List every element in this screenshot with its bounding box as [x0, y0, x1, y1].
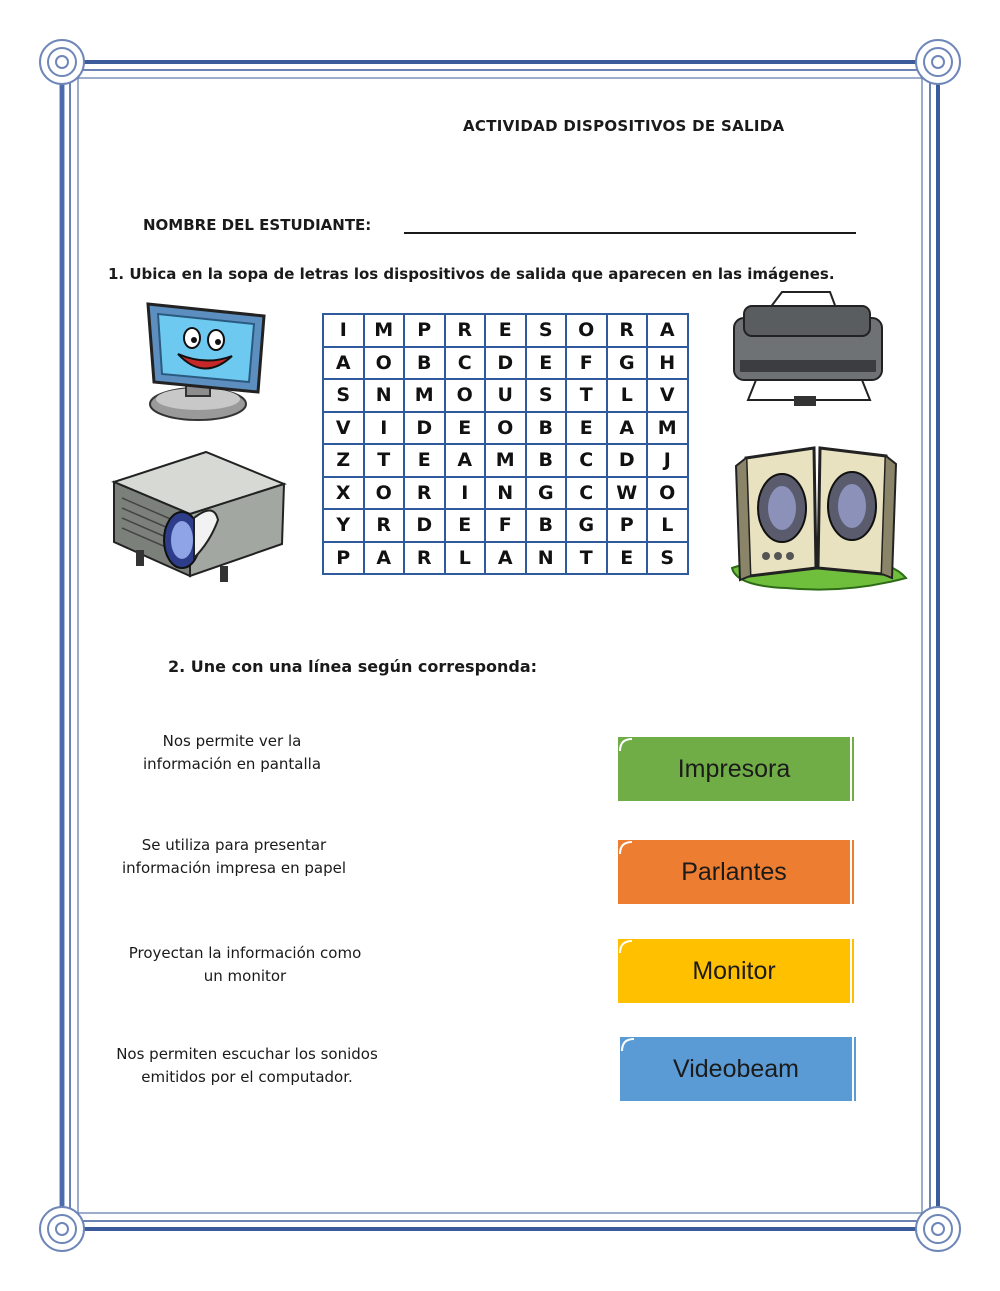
grid-cell[interactable]: M [647, 412, 688, 445]
description-line: Proyectan la información como [128, 944, 362, 962]
grid-cell[interactable]: D [404, 509, 445, 542]
grid-cell[interactable]: D [485, 347, 526, 380]
grid-cell[interactable]: T [566, 379, 607, 412]
question-1: 1. Ubica en la sopa de letras los dispositivos de salida que aparecen en las imágenes. [108, 265, 835, 283]
grid-cell[interactable]: L [607, 379, 648, 412]
grid-cell[interactable]: D [404, 412, 445, 445]
card-label: Impresora [677, 754, 791, 783]
page-title: ACTIVIDAD DISPOSITIVOS DE SALIDA [463, 117, 785, 135]
grid-cell[interactable]: C [445, 347, 486, 380]
grid-cell[interactable]: X [323, 477, 364, 510]
grid-cell[interactable]: A [323, 347, 364, 380]
grid-row [323, 347, 688, 380]
card-label: Monitor [692, 956, 776, 985]
monitor-icon [136, 296, 274, 426]
description-line: Se utiliza para presentar [141, 836, 327, 854]
card-videobeam[interactable] [620, 1037, 852, 1101]
grid-cell[interactable]: A [445, 444, 486, 477]
card-label: Videobeam [672, 1054, 800, 1083]
grid-row [323, 509, 688, 542]
grid-cell[interactable]: L [445, 542, 486, 575]
grid-cell[interactable]: A [647, 314, 688, 347]
card-label: Parlantes [681, 857, 787, 886]
grid-cell[interactable]: B [404, 347, 445, 380]
grid-cell[interactable]: E [607, 542, 648, 575]
grid-cell[interactable]: V [323, 412, 364, 445]
grid-row [323, 444, 688, 477]
grid-cell[interactable]: B [526, 412, 567, 445]
grid-cell[interactable]: U [485, 379, 526, 412]
grid-cell[interactable]: M [404, 379, 445, 412]
grid-cell[interactable]: N [485, 477, 526, 510]
grid-cell[interactable]: Y [323, 509, 364, 542]
grid-cell[interactable]: I [364, 412, 405, 445]
grid-cell[interactable]: G [526, 477, 567, 510]
description-line: un monitor [203, 967, 287, 985]
grid-cell[interactable]: O [647, 477, 688, 510]
grid-cell[interactable]: D [607, 444, 648, 477]
grid-cell[interactable]: S [526, 314, 567, 347]
grid-cell[interactable]: R [404, 477, 445, 510]
grid-cell[interactable]: J [647, 444, 688, 477]
description-3 [95, 942, 395, 988]
printer-icon [730, 290, 886, 412]
grid-cell[interactable]: P [323, 542, 364, 575]
grid-row [323, 477, 688, 510]
grid-cell[interactable]: E [445, 509, 486, 542]
grid-cell[interactable]: F [485, 509, 526, 542]
card-monitor[interactable] [618, 939, 850, 1003]
grid-cell[interactable]: A [364, 542, 405, 575]
grid-cell[interactable]: O [566, 314, 607, 347]
description-line: información en pantalla [142, 755, 322, 773]
grid-cell[interactable]: E [404, 444, 445, 477]
grid-cell[interactable]: I [445, 477, 486, 510]
grid-cell[interactable]: N [364, 379, 405, 412]
grid-cell[interactable]: L [647, 509, 688, 542]
grid-cell[interactable]: R [445, 314, 486, 347]
description-2 [84, 834, 384, 880]
grid-cell[interactable]: P [404, 314, 445, 347]
grid-cell[interactable]: O [364, 477, 405, 510]
description-1 [82, 730, 382, 776]
grid-row [323, 412, 688, 445]
grid-cell[interactable]: G [607, 347, 648, 380]
speakers-icon [726, 438, 910, 592]
grid-row [323, 542, 688, 575]
grid-cell[interactable]: E [566, 412, 607, 445]
grid-cell[interactable]: C [566, 444, 607, 477]
grid-cell[interactable]: O [445, 379, 486, 412]
grid-cell[interactable]: V [647, 379, 688, 412]
grid-cell[interactable]: M [485, 444, 526, 477]
grid-cell[interactable]: G [566, 509, 607, 542]
grid-cell[interactable]: I [323, 314, 364, 347]
grid-row [323, 379, 688, 412]
card-impresora[interactable] [618, 737, 850, 801]
grid-cell[interactable]: F [566, 347, 607, 380]
grid-cell[interactable]: S [526, 379, 567, 412]
grid-cell[interactable]: T [364, 444, 405, 477]
grid-cell[interactable]: A [607, 412, 648, 445]
grid-row [323, 314, 688, 347]
grid-cell[interactable]: B [526, 509, 567, 542]
grid-cell[interactable]: C [566, 477, 607, 510]
grid-cell[interactable]: S [323, 379, 364, 412]
student-name-label: NOMBRE DEL ESTUDIANTE: [143, 216, 372, 234]
grid-cell[interactable]: E [526, 347, 567, 380]
grid-cell[interactable]: N [526, 542, 567, 575]
grid-cell[interactable]: O [364, 347, 405, 380]
grid-cell[interactable]: R [404, 542, 445, 575]
description-line: emitidos por el computador. [141, 1068, 353, 1086]
grid-cell[interactable]: S [647, 542, 688, 575]
grid-cell[interactable]: E [485, 314, 526, 347]
description-line: información impresa en papel [122, 859, 346, 877]
description-4 [97, 1043, 397, 1089]
grid-cell[interactable]: Z [323, 444, 364, 477]
grid-cell[interactable]: P [607, 509, 648, 542]
grid-cell[interactable]: R [364, 509, 405, 542]
grid-cell[interactable]: R [607, 314, 648, 347]
grid-cell[interactable]: E [445, 412, 486, 445]
grid-cell[interactable]: H [647, 347, 688, 380]
student-name-field[interactable] [404, 232, 856, 234]
grid-cell[interactable]: T [566, 542, 607, 575]
grid-cell[interactable]: O [485, 412, 526, 445]
card-parlantes[interactable] [618, 840, 850, 904]
grid-cell[interactable]: M [364, 314, 405, 347]
question-2: 2. Une con una línea según corresponda: [168, 657, 538, 676]
word-search-grid [322, 313, 689, 575]
description-line: Nos permiten escuchar los sonidos [116, 1045, 378, 1063]
projector-icon [110, 448, 288, 590]
grid-cell[interactable]: A [485, 542, 526, 575]
grid-cell[interactable]: B [526, 444, 567, 477]
description-line: Nos permite ver la [162, 732, 302, 750]
grid-cell[interactable]: W [607, 477, 648, 510]
